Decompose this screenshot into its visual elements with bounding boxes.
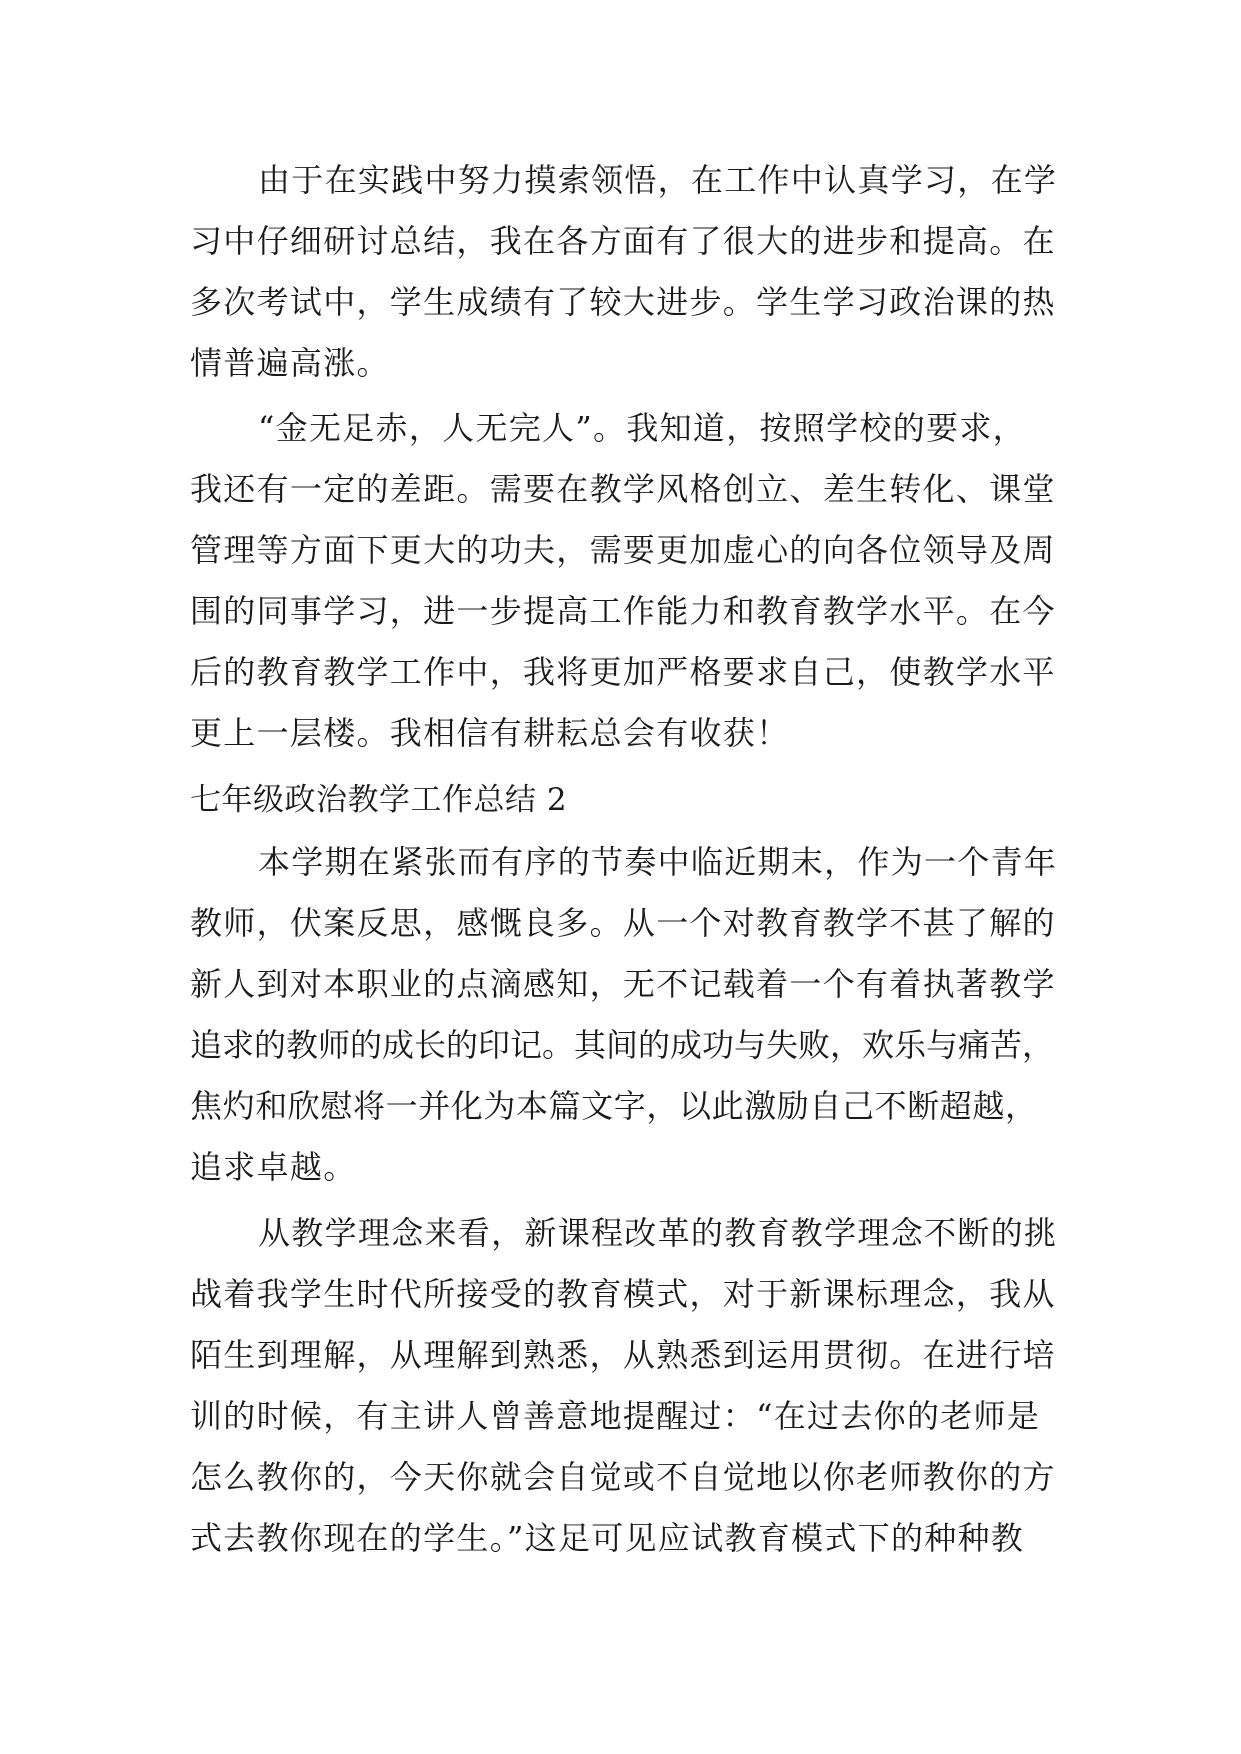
section-title-block [190, 770, 1050, 831]
paragraph-line: 由于在实践中努力摸索领悟，在工作中认真学习，在学 [258, 161, 1058, 199]
paragraph-line: 更上一层楼。我相信有耕耘总会有收获！ [190, 714, 790, 752]
paragraph-line: 式去教你现在的学生。”这足可见应试教育模式下的种种教 [190, 1519, 1025, 1557]
paragraph-line: 怎么教你的，今天你就会自觉或不自觉地以你老师教你的方 [190, 1458, 1056, 1496]
paragraph-line: 新人到对本职业的点滴感知，无不记载着一个有着执著教学 [190, 965, 1056, 1003]
paragraph-practice-progress [190, 150, 1058, 394]
paragraph-line: 追求卓越。 [190, 1148, 357, 1186]
paragraph-line: 我还有一定的差距。需要在教学风格创立、差生转化、课堂 [190, 470, 1056, 508]
paragraph-line: 多次考试中，学生成绩有了较大进步。学生学习政治课的热 [190, 283, 1056, 321]
paragraph-line: 情普遍高涨。 [190, 344, 390, 382]
paragraph-line: 本学期在紧张而有序的节奏中临近期末，作为一个青年 [258, 843, 1058, 881]
paragraph-line: 训的时候，有主讲人曾善意地提醒过：“在过去你的老师是 [190, 1397, 1041, 1435]
paragraph-line: 战着我学生时代所接受的教育模式，对于新课标理念，我从 [190, 1275, 1056, 1313]
paragraph-line: “金无足赤，人无完人”。我知道，按照学校的要求， [258, 409, 1026, 447]
paragraph-line: 陌生到理解，从理解到熟悉，从熟悉到运用贯彻。在进行培 [190, 1336, 1056, 1374]
section-title: 七年级政治教学工作总结 2 [190, 782, 568, 818]
paragraph-teaching-philosophy [190, 1203, 1058, 1569]
paragraph-line: 后的教育教学工作中，我将更加严格要求自己，使教学水平 [190, 653, 1056, 691]
paragraph-line: 管理等方面下更大的功夫，需要更加虚心的向各位领导及周 [190, 531, 1056, 569]
paragraph-self-improvement [190, 398, 1056, 764]
paragraph-line: 从教学理念来看，新课程改革的教育教学理念不断的挑 [258, 1214, 1058, 1252]
paragraph-line: 教师，伏案反思，感慨良多。从一个对教育教学不甚了解的 [190, 904, 1056, 942]
paragraph-semester-reflection [190, 832, 1058, 1198]
paragraph-line: 追求的教师的成长的印记。其间的成功与失败，欢乐与痛苦， [190, 1026, 1055, 1064]
paragraph-line: 习中仔细研讨总结，我在各方面有了很大的进步和提高。在 [190, 222, 1056, 260]
paragraph-line: 焦灼和欣慰将一并化为本篇文字，以此激励自己不断超越， [190, 1087, 1038, 1125]
paragraph-line: 围的同事学习，进一步提高工作能力和教育教学水平。在今 [190, 592, 1056, 630]
